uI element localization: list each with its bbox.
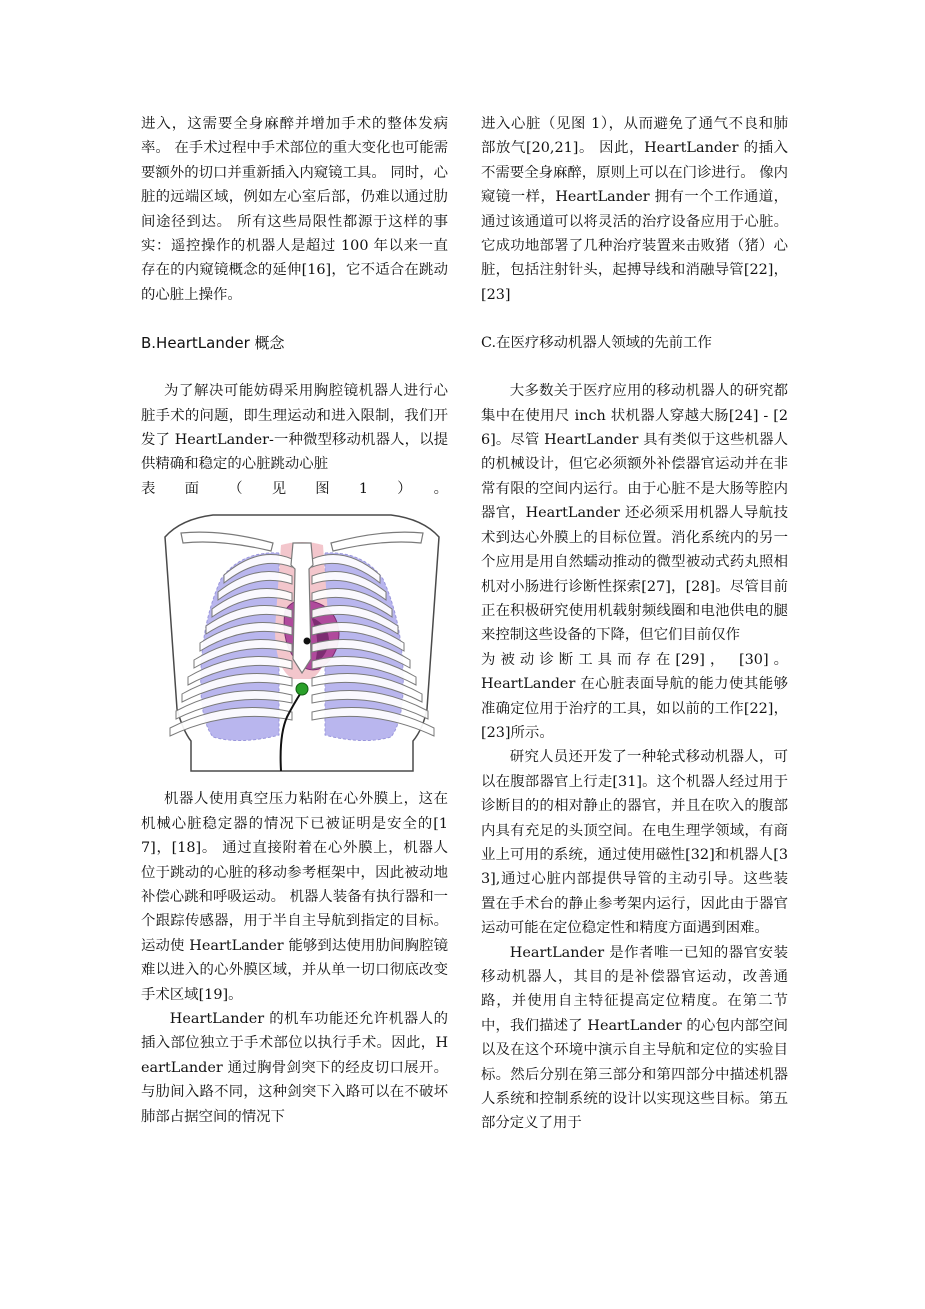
left-clavicle xyxy=(181,532,273,551)
left-paragraph-2b: 表面（见图1）。 xyxy=(141,480,448,497)
left-paragraph-1: 进入，这需要全身麻醉并增加手术的整体发病率。 在手术过程中手术部位的重大变化也可能需要额外的切口并重新插入内窥镜工具。 同时，心脏的远端区域，例如左心室后部，仍难以通过肋间途径到达。 所有这些局限性都源于这样的事实：遥控操作的机器人是超过 100 年以来一直存在的内窥镜概念的延伸[16]，它不适合在跳动的心脏上操作。 xyxy=(141,116,448,303)
robot-on-heart xyxy=(304,638,311,645)
right-clavicle xyxy=(331,532,423,551)
left-paragraph-4: HeartLander 的机车功能还允许机器人的插入部位独立于手术部位以执行手术。因此，HeartLander 通过胸骨剑突下的经皮切口展开。 与肋间入路不同，这种剑突下入路可以在不破坏肺部占据空间的情况下 xyxy=(141,1010,448,1125)
left-paragraph-2a: 为了解决可能妨碍采用胸腔镜机器人进行心脏手术的问题，即生理运动和进入限制，我们开发了 HeartLander-一种微型移动机器人，以提供精确和稳定的心脏跳动心脏 xyxy=(141,383,448,473)
right-paragraph-1: 进入心脏（见图 1），从而避免了通气不良和肺部放气[20,21]。 因此，HeartLander 的插入不需要全身麻醉，原则上可以在门诊进行。 像内窥镜一样，HeartLander 拥有一个工作通道，通过该通道可以将灵活的治疗设备应用于心脏。 它成功地部署了几种治疗装置来击败猪（猪）心脏，包括注射针头，起搏导线和消融导管[22]，[23] xyxy=(481,116,788,303)
right-paragraph-4: HeartLander 是作者唯一已知的器官安装移动机器人，其目的是补偿器官运动，改善通路，并使用自主特征提高定位精度。在第二节中，我们描述了 HeartLander 的心包内部空间以及在这个环境中演示自主导航和定位的实验目标。然后分别在第三部分和第四部分中描述机器人系统和控制系统的设计以实现这些目标。第五部分定义了用于 xyxy=(481,944,788,1132)
heartlander-robot xyxy=(296,683,308,695)
right-paragraph-2c: HeartLander 在心脏表面导航的能力使其能够准确定位用于治疗的工具，如以前的工作[22]，[23]所示。 xyxy=(481,676,788,741)
section-heading-b: B.HeartLander 概念 xyxy=(141,334,285,353)
sternum xyxy=(291,543,313,673)
right-paragraph-2b: 为被动诊断工具而存在[29]， [30]。 xyxy=(481,651,788,668)
ribcage-svg xyxy=(161,509,443,775)
left-column xyxy=(141,112,448,1129)
right-column xyxy=(481,112,788,1136)
right-paragraph-2a: 大多数关于医疗应用的移动机器人的研究都集中在使用尺 inch 状机器人穿越大肠[24] - [26]。尽管 HeartLander 具有类似于这些机器人的机械设计，但它必须额外补偿器官运动并在非常有限的空间内运行。由于心脏不是大肠等腔内器官，HeartLander 还必须采用机器人导航技术到达心外膜上的目标位置。消化系统内的另一个应用是用自然蠕动推动的微型被动式药丸照相机对小肠进行诊断性探索[27]，[28]。尽管目前正在积极研究使用机载射频线圈和电池供电的腿来控制这些设备的下降，但它们目前仅作 xyxy=(481,383,788,644)
right-paragraph-3: 研究人员还开发了一种轮式移动机器人，可以在腹部器官上行走[31]。这个机器人经过用于诊断目的的相对静止的器官，并且在吹入的腹部内具有充足的头顶空间。在电生理学领域，有商业上可用的系统，通过使用磁性[32]和机器人[33],通过心脏内部提供导管的主动引导。这些装置在手术台的静止参考架内运行，因此由于器官运动可能在定位稳定性和精度方面遇到困难。 xyxy=(481,749,788,937)
section-heading-c: C.在医疗移动机器人领域的先前工作 xyxy=(481,335,712,352)
left-paragraph-3: 机器人使用真空压力粘附在心外膜上，这在机械心脏稳定器的情况下已被证明是安全的[17]，[18]。 通过直接附着在心外膜上，机器人位于跳动的心脏的移动参考框架中，因此被动地补偿心跳和呼吸运动。 机器人装备有执行器和一个跟踪传感器，用于半自主导航到指定的目标。 运动使 HeartLander 能够到达使用肋间胸腔镜难以进入的心外膜区域，并从单一切口彻底改变手术区域[19]。 xyxy=(141,791,448,1003)
figure-1-ribcage-illustration xyxy=(161,509,443,775)
